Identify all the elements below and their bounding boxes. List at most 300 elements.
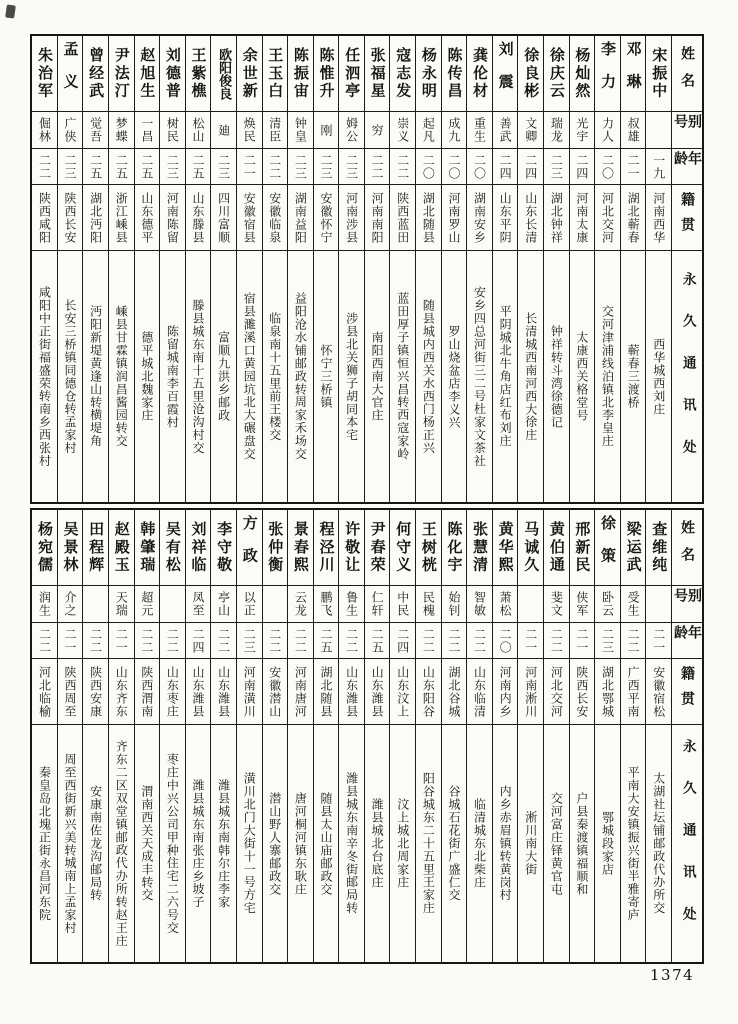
entry-age: 二〇 [416, 149, 441, 185]
entry-age: 二五 [109, 149, 134, 185]
entry-origin: 河南太康 [570, 185, 595, 251]
entry-address: 汶上城北周家庄 [395, 798, 410, 889]
entry-age: 二〇 [595, 149, 620, 185]
entry-alias: 卧云 [595, 586, 620, 623]
header-origin-label: 籍贯 [672, 185, 702, 251]
entry-address: 怀宁三桥镇 [318, 344, 333, 409]
entry-name: 王紫樵 [186, 36, 211, 112]
entry-origin: 安徽潜山 [263, 659, 288, 725]
entry-name: 龚伦材 [467, 36, 492, 112]
entry-age: 二〇 [493, 623, 518, 659]
entry-column [595, 510, 621, 962]
entry-origin: 陕西周至 [58, 659, 83, 725]
entry-origin: 浙江嵊县 [109, 185, 134, 251]
entry-alias: 力人 [595, 112, 620, 149]
entry-name: 邓琳 [621, 36, 646, 112]
entry-column [32, 510, 58, 962]
entry-alias: 起凡 [416, 112, 441, 149]
header-age-label: 年龄 [672, 623, 702, 659]
entry-name: 黄华熙 [493, 510, 518, 586]
entry-name: 欧阳俊良 [211, 36, 236, 112]
entry-column [467, 36, 493, 502]
entry-name: 王玉白 [263, 36, 288, 112]
entry-address: 秦皇岛北塊正街永昌河东院 [37, 765, 52, 922]
entry-name: 宋振中 [646, 36, 671, 112]
entry-alias [518, 586, 543, 623]
entry-address: 渭南西关天成丰转交 [139, 785, 154, 902]
header-origin-label: 籍贯 [672, 659, 702, 725]
entry-name: 田程辉 [83, 510, 108, 586]
entry-alias: 觉吾 [83, 112, 108, 149]
entry-origin: 湖北蕲春 [621, 185, 646, 251]
entry-column [32, 36, 58, 502]
entry-address: 西华城西刘庄 [651, 337, 666, 416]
entry-origin: 四川富顺 [211, 185, 236, 251]
entry-origin: 湖北谷城 [442, 659, 467, 725]
entry-age: 二二 [83, 623, 108, 659]
entry-origin: 湖北鄂城 [595, 659, 620, 725]
entry-age: 二三 [288, 149, 313, 185]
entry-age: 二〇 [442, 149, 467, 185]
entry-column [160, 36, 186, 502]
entry-column [646, 510, 672, 962]
entry-address: 太湖社坛铺邮政代办所交 [651, 772, 666, 915]
entry-age: 二二 [365, 149, 390, 185]
entry-address: 钟祥转斗湾徐德记 [549, 324, 564, 429]
header-name-label: 姓名 [672, 510, 702, 586]
entry-address: 潜山野人寨邮政交 [267, 791, 282, 896]
entry-address: 潢川北门大街十一号方宅 [242, 772, 257, 915]
entry-address: 宿县濉溪口黄园坑北大碾盘交 [242, 292, 257, 461]
entry-column [237, 510, 263, 962]
entry-name: 王树桄 [416, 510, 441, 586]
entry-address: 安康南佐龙沟邮局转 [88, 785, 103, 902]
entry-age: 二四 [570, 149, 595, 185]
entry-alias: 鹏飞 [314, 586, 339, 623]
entry-column [339, 36, 365, 502]
entry-alias: 树民 [160, 112, 185, 149]
entry-origin: 河南潢川 [237, 659, 262, 725]
entry-column [314, 36, 340, 502]
entry-origin: 安徽临泉 [263, 185, 288, 251]
entry-column [135, 510, 161, 962]
entry-age: 二三 [314, 149, 339, 185]
entry-alias: 重生 [467, 112, 492, 149]
entry-column [544, 36, 570, 502]
entry-name: 刘震 [493, 36, 518, 112]
entry-alias: 侠军 [570, 586, 595, 623]
header-alias-label: 别号 [672, 112, 702, 149]
entry-origin: 陕西渭南 [135, 659, 160, 725]
entry-address: 周至西街新兴美转城南上孟家村 [63, 752, 78, 935]
entry-origin: 河北交河 [544, 659, 569, 725]
entry-age: 二二 [263, 623, 288, 659]
entry-column [83, 510, 109, 962]
entry-alias: 萧松 [493, 586, 518, 623]
entry-address: 交河富庄铎黄官屯 [549, 791, 564, 896]
entry-origin: 山东汶上 [390, 659, 415, 725]
entry-address: 益阳沧水铺邮政转周家禾场交 [293, 292, 308, 461]
entry-origin: 河南涉县 [339, 185, 364, 251]
entry-column [288, 36, 314, 502]
entry-origin: 山东平阴 [493, 185, 518, 251]
entry-address: 潍县城东南张庄乡坡子 [191, 778, 206, 909]
entry-column [186, 36, 212, 502]
entry-column [211, 510, 237, 962]
entry-origin: 湖北随县 [314, 659, 339, 725]
entry-address: 咸阳中正街福盛荣转南乡西张村 [37, 285, 52, 468]
entry-age: 二二 [390, 149, 415, 185]
entry-column [570, 36, 596, 502]
entry-origin: 河南南阳 [365, 185, 390, 251]
entry-column [518, 36, 544, 502]
entry-column [211, 36, 237, 502]
entry-name: 吴有松 [160, 510, 185, 586]
entry-name: 景春熙 [288, 510, 313, 586]
entry-address: 随县城内西关水西门杨正兴 [421, 298, 436, 455]
entry-age: 二五 [365, 623, 390, 659]
entry-alias: 文卿 [518, 112, 543, 149]
entry-age: 二二 [160, 623, 185, 659]
entry-name: 韩肇瑞 [135, 510, 160, 586]
entry-origin: 河北交河 [595, 185, 620, 251]
entry-age: 二二 [339, 623, 364, 659]
entry-age: 二二 [288, 623, 313, 659]
entry-column [263, 510, 289, 962]
entry-alias: 受生 [621, 586, 646, 623]
entry-age: 二一 [518, 623, 543, 659]
entry-age: 二三 [595, 623, 620, 659]
entry-name: 杨永明 [416, 36, 441, 112]
header-alias-label: 别号 [672, 586, 702, 623]
header-address-label: 永久通讯处 [679, 738, 696, 949]
entry-address: 罗山烧盆店李义兴 [446, 324, 461, 429]
entry-name: 陈化宇 [442, 510, 467, 586]
entry-address: 枣庄中兴公司甲种住宅二六号交 [165, 752, 180, 935]
entry-age: 二三 [160, 149, 185, 185]
entry-column [621, 510, 647, 962]
header-column [672, 510, 702, 962]
entry-age: 二五 [135, 149, 160, 185]
entry-alias: 斐文 [544, 586, 569, 623]
entry-column [263, 36, 289, 502]
entry-address: 唐河桐河镇东耿庄 [293, 791, 308, 896]
entry-age: 二二 [467, 623, 492, 659]
entry-alias: 民槐 [416, 586, 441, 623]
entry-alias: 松山 [186, 112, 211, 149]
header-age-label: 年龄 [672, 149, 702, 185]
entry-origin: 湖北钟祥 [544, 185, 569, 251]
entry-age: 二三 [339, 149, 364, 185]
entry-address: 南阳西南大官庄 [370, 331, 385, 422]
entry-alias: 智敏 [467, 586, 492, 623]
entry-age: 二五 [83, 149, 108, 185]
entry-column [83, 36, 109, 502]
entry-name: 曾经武 [83, 36, 108, 112]
entry-alias: 成九 [442, 112, 467, 149]
entry-name: 程泾川 [314, 510, 339, 586]
entry-origin: 安徽宿县 [237, 185, 262, 251]
entry-name: 杨宛儒 [32, 510, 57, 586]
entry-alias: 光宇 [570, 112, 595, 149]
entry-alias: 善武 [493, 112, 518, 149]
entry-name: 刘德普 [160, 36, 185, 112]
entry-age: 二四 [390, 623, 415, 659]
entry-address: 鄂城段家店 [600, 811, 615, 876]
entry-alias: 天瑞 [109, 586, 134, 623]
entry-column [416, 36, 442, 502]
entry-address: 临泉南十五里前王楼交 [267, 311, 282, 442]
entry-origin: 安徽怀宁 [314, 185, 339, 251]
entry-alias [646, 586, 671, 623]
entry-age: 二二 [621, 623, 646, 659]
entry-address: 平阴城北牛角店红布刘庄 [498, 305, 513, 448]
entry-address: 富顺九洪乡邮政 [216, 331, 231, 422]
entry-name: 尹法汀 [109, 36, 134, 112]
entry-alias: 叔雄 [621, 112, 646, 149]
entry-column [135, 36, 161, 502]
entry-address: 蕲春三渡桥 [626, 344, 641, 409]
entry-name: 黄伯通 [544, 510, 569, 586]
entry-origin: 湖北沔阳 [83, 185, 108, 251]
entry-age: 二二 [416, 623, 441, 659]
entry-column [467, 510, 493, 962]
entry-address: 内乡赤眉镇转黄岗村 [498, 785, 513, 902]
entry-name: 梁运武 [621, 510, 646, 586]
entry-address: 谷城石花街广盛仁交 [446, 785, 461, 902]
entry-address: 随县太山庙邮政交 [318, 791, 333, 896]
entry-alias: 一昌 [135, 112, 160, 149]
entry-column [365, 36, 391, 502]
entry-column [390, 510, 416, 962]
entry-origin: 山东潍县 [339, 659, 364, 725]
scan-artifact-mark [5, 4, 16, 18]
entry-origin: 河南罗山 [442, 185, 467, 251]
entry-name: 杨灿然 [570, 36, 595, 112]
entry-age: 二四 [493, 149, 518, 185]
entry-column [442, 510, 468, 962]
entry-origin: 山东潍县 [365, 659, 390, 725]
entry-column [365, 510, 391, 962]
entry-age: 一九 [646, 149, 671, 185]
entry-column [493, 510, 519, 962]
entry-origin: 安徽宿松 [646, 659, 671, 725]
entry-alias: 凤至 [186, 586, 211, 623]
entry-origin: 陕西蓝田 [390, 185, 415, 251]
entry-alias: 广侠 [58, 112, 83, 149]
entry-alias: 亭山 [211, 586, 236, 623]
entry-name: 方政 [237, 510, 262, 586]
entry-address: 潍县城东南辛冬街邮局转 [344, 772, 359, 915]
entry-age: 二二 [263, 149, 288, 185]
entry-column [314, 510, 340, 962]
entry-age: 二四 [518, 149, 543, 185]
entry-origin: 湖南益阳 [288, 185, 313, 251]
entry-age: 二三 [544, 149, 569, 185]
entry-column [109, 510, 135, 962]
entry-name: 张福星 [365, 36, 390, 112]
entry-name: 朱治军 [32, 36, 57, 112]
entry-address: 潍县城东南韩尔庄李家 [216, 778, 231, 909]
entry-age: 二二 [32, 623, 57, 659]
entry-alias: 中民 [390, 586, 415, 623]
entry-alias: 介之 [58, 586, 83, 623]
entry-name: 寇志发 [390, 36, 415, 112]
entry-origin: 山东德平 [135, 185, 160, 251]
entry-alias: 云龙 [288, 586, 313, 623]
entry-name: 张慧清 [467, 510, 492, 586]
entry-column [58, 36, 84, 502]
entry-name: 张仲衡 [263, 510, 288, 586]
entry-origin: 山东滕县 [186, 185, 211, 251]
entry-address: 滕县城东南十五里沧沟村交 [191, 298, 206, 455]
entry-origin: 河南西华 [646, 185, 671, 251]
entry-name: 邢新民 [570, 510, 595, 586]
entry-address: 长安三桥镇同德仓转孟家村 [63, 298, 78, 455]
entry-age: 二一 [621, 149, 646, 185]
entry-address: 平南大安镇振兴街半雅寄庐 [626, 765, 641, 922]
entry-column [442, 36, 468, 502]
entry-age: 二一 [570, 623, 595, 659]
entry-age: 二三 [58, 149, 83, 185]
entry-alias: 廸 [211, 112, 236, 149]
entry-name: 李力 [595, 36, 620, 112]
entry-origin: 湖北随县 [416, 185, 441, 251]
entry-name: 徐庆云 [544, 36, 569, 112]
entry-address: 淅川南大街 [523, 811, 538, 876]
entry-age: 二二 [442, 623, 467, 659]
entry-age: 二二 [135, 623, 160, 659]
entry-alias: 钟皇 [288, 112, 313, 149]
entry-address: 德平城北魏家庄 [139, 331, 154, 422]
entry-address: 涉县北关狮子胡同本宅 [344, 311, 359, 442]
entry-age: 二三 [211, 149, 236, 185]
entry-origin: 陕西长安 [58, 185, 83, 251]
entry-origin: 陕西安康 [83, 659, 108, 725]
entry-name: 吴景林 [58, 510, 83, 586]
entry-origin: 河南唐河 [288, 659, 313, 725]
entry-origin: 陕西长安 [570, 659, 595, 725]
entry-age: 二二 [544, 623, 569, 659]
entry-name: 许敬让 [339, 510, 364, 586]
entry-name: 马诚久 [518, 510, 543, 586]
entry-alias: 焕民 [237, 112, 262, 149]
entry-name: 查维纯 [646, 510, 671, 586]
entry-age: 二〇 [467, 149, 492, 185]
entry-column [160, 510, 186, 962]
entry-address: 齐东二区双堂镇邮政代办所转赵王庄 [114, 739, 129, 948]
entry-origin: 河南陈留 [160, 185, 185, 251]
entry-origin: 山东潍县 [186, 659, 211, 725]
entry-address: 太康西关格堂号 [574, 331, 589, 422]
entry-address: 嵊县甘霖镇润昌酱园转交 [114, 305, 129, 448]
entry-alias: 姆公 [339, 112, 364, 149]
entry-alias: 润生 [32, 586, 57, 623]
entry-origin: 山东长清 [518, 185, 543, 251]
entry-column [570, 510, 596, 962]
entry-alias: 瑞龙 [544, 112, 569, 149]
header-address-label: 永久通讯处 [679, 271, 696, 482]
entry-name: 任泗亭 [339, 36, 364, 112]
entry-address: 潍县城北台底庄 [370, 798, 385, 889]
entry-name: 陈惟升 [314, 36, 339, 112]
entry-age: 二一 [237, 149, 262, 185]
entry-alias: 以正 [237, 586, 262, 623]
entry-alias [160, 586, 185, 623]
entry-alias [263, 586, 288, 623]
entry-age: 二二 [211, 623, 236, 659]
entry-age: 二五 [314, 623, 339, 659]
entry-name: 尹春荣 [365, 510, 390, 586]
entry-column [339, 510, 365, 962]
entry-name: 孟义 [58, 36, 83, 112]
entry-name: 徐策 [595, 510, 620, 586]
entry-origin: 河南内乡 [493, 659, 518, 725]
entry-name: 李守敬 [211, 510, 236, 586]
entry-column [288, 510, 314, 962]
entry-address: 安乡四总河街三二号杜家文茶社 [472, 285, 487, 468]
entry-name: 余世新 [237, 36, 262, 112]
entry-age: 二一 [109, 623, 134, 659]
entry-address: 交河津浦线泊镇北李皇庄 [600, 305, 615, 448]
entry-column [390, 36, 416, 502]
entry-column [595, 36, 621, 502]
entry-address: 阳谷城东二十五里王家庄 [421, 772, 436, 915]
entry-origin: 山东枣庄 [160, 659, 185, 725]
entry-alias: 始钊 [442, 586, 467, 623]
entry-column [518, 510, 544, 962]
entry-origin: 山东潍县 [211, 659, 236, 725]
entry-address: 临清城东北柴庄 [472, 798, 487, 889]
entry-alias: 仁轩 [365, 586, 390, 623]
entry-origin: 河南淅川 [518, 659, 543, 725]
entry-name: 赵旭生 [135, 36, 160, 112]
entry-address: 蓝田厚子镇恒兴昌转西寇家岭 [395, 292, 410, 461]
entry-address: 长清城西南河西大徐庄 [523, 311, 538, 442]
entry-origin: 陕西咸阳 [32, 185, 57, 251]
entry-alias: 鲁生 [339, 586, 364, 623]
entry-age: 二一 [58, 623, 83, 659]
entry-address: 户县秦渡镇福顺和 [574, 791, 589, 896]
entry-name: 刘祥临 [186, 510, 211, 586]
entry-column [58, 510, 84, 962]
entry-origin: 山东临清 [467, 659, 492, 725]
entry-alias: 梦蝶 [109, 112, 134, 149]
entry-alias: 清臣 [263, 112, 288, 149]
entry-name: 何守义 [390, 510, 415, 586]
entry-name: 赵殿玉 [109, 510, 134, 586]
entry-column [186, 510, 212, 962]
entry-alias: 刚 [314, 112, 339, 149]
entry-age: 二一 [646, 623, 671, 659]
entry-origin: 广西平南 [621, 659, 646, 725]
entry-name: 陈振宙 [288, 36, 313, 112]
entry-column [544, 510, 570, 962]
entry-origin: 湖南安乡 [467, 185, 492, 251]
entry-address: 陈留城南李百霞村 [165, 324, 180, 429]
entry-alias [646, 112, 671, 149]
entry-alias: 穷 [365, 112, 390, 149]
entry-column [109, 36, 135, 502]
entry-age: 二四 [186, 623, 211, 659]
directory-table-bottom [30, 508, 704, 964]
directory-table-top [30, 34, 704, 504]
entry-origin: 山东阳谷 [416, 659, 441, 725]
entry-column [646, 36, 672, 502]
entry-alias: 倔林 [32, 112, 57, 149]
entry-column [416, 510, 442, 962]
entry-name: 陈传昌 [442, 36, 467, 112]
